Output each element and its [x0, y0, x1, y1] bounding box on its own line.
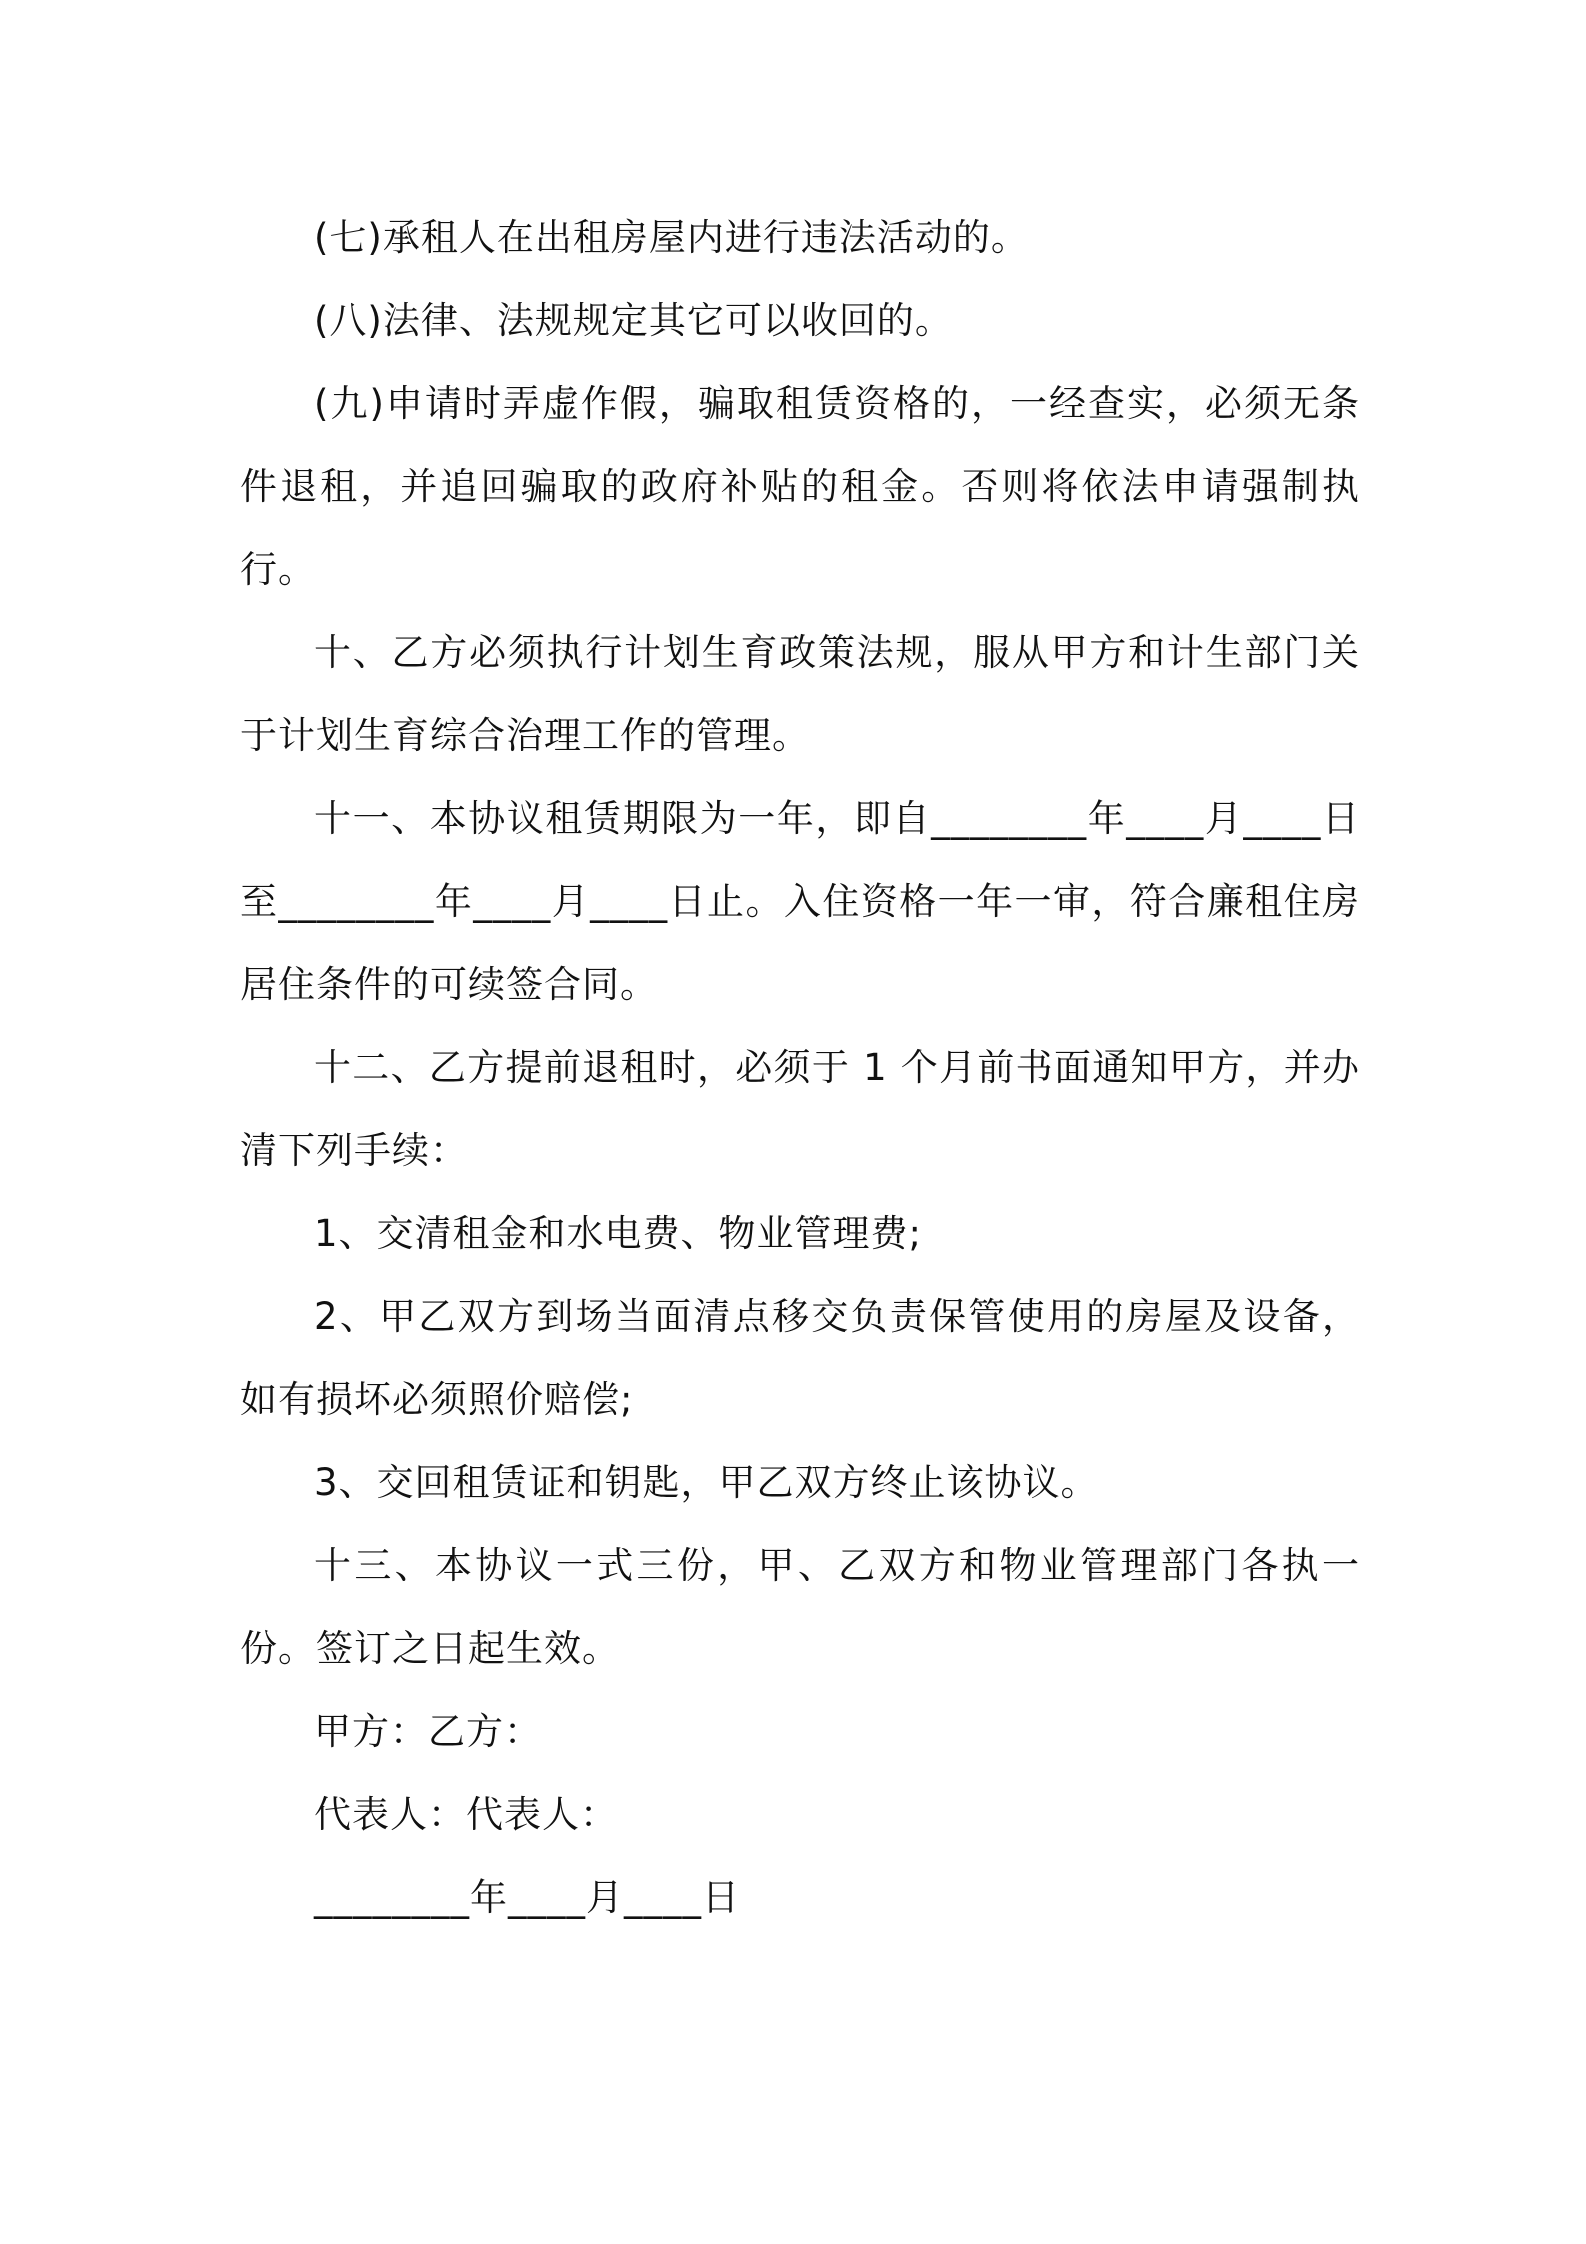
article-12-item-1: 1、交清租金和水电费、物业管理费;: [314, 1212, 923, 1255]
clause-9: (九)申请时弄虚作假，骗取租赁资格的，一经查实，必须无条件退租，并追回骗取的政府补贴的租金。否则将依法申请强制执行。: [240, 382, 1360, 591]
article-12-item-2: 2、甲乙双方到场当面清点移交负责保管使用的房屋及设备，如有损坏必须照价赔偿;: [240, 1295, 1360, 1421]
article-13: 十三、本协议一式三份，甲、乙双方和物业管理部门各执一份。签订之日起生效。: [240, 1544, 1360, 1670]
signature-date: ________年____月____日: [314, 1876, 740, 1919]
clause-8: (八)法律、法规规定其它可以收回的。: [314, 299, 953, 342]
clause-7: (七)承租人在出租房屋内进行违法活动的。: [314, 216, 1029, 259]
signature-parties: 甲方：乙方：: [314, 1710, 542, 1753]
article-10: 十、乙方必须执行计划生育政策法规，服从甲方和计生部门关于计划生育综合治理工作的管理。: [240, 631, 1360, 757]
document-body: [240, 196, 1360, 1939]
article-12: 十二、乙方提前退租时，必须于 1 个月前书面通知甲方，并办清下列手续：: [240, 1046, 1360, 1172]
signature-representatives: 代表人：代表人：: [314, 1793, 618, 1836]
article-11: 十一、本协议租赁期限为一年，即自________年____月____日至________年____月____日止。入住资格一年一审，符合廉租住房居住条件的可续签合同。: [240, 797, 1360, 1006]
article-12-item-3: 3、交回租赁证和钥匙，甲乙双方终止该协议。: [314, 1461, 1099, 1504]
